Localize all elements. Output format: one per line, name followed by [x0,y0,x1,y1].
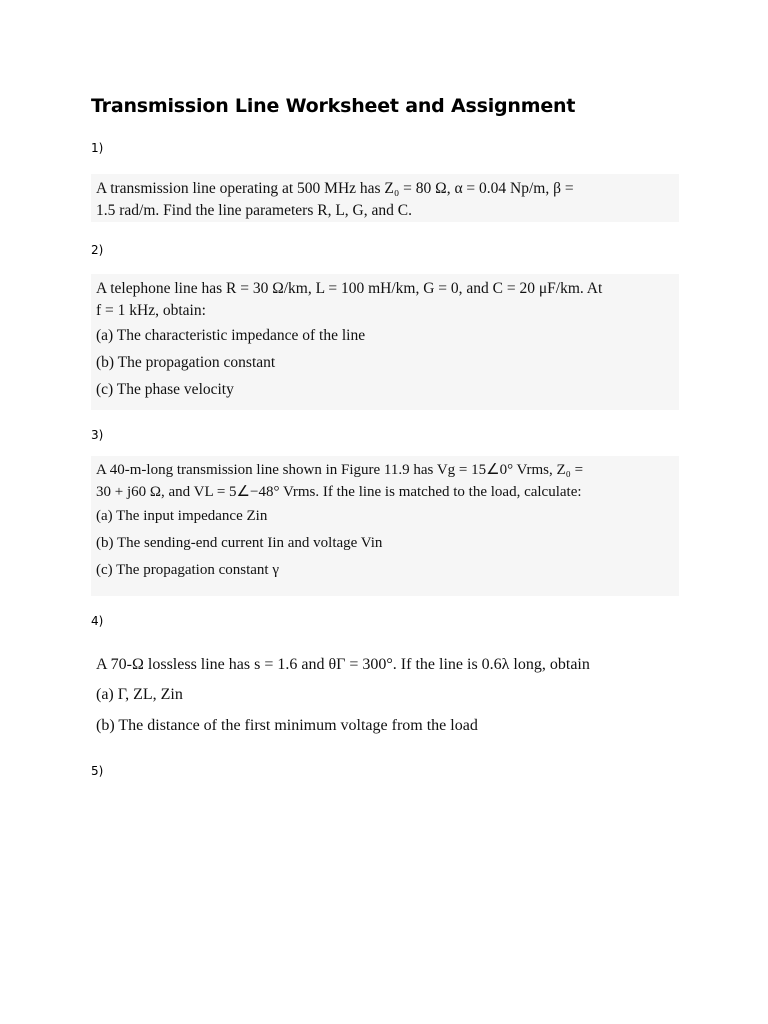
question-item: (b) The sending-end current Iin and voltage Vin [96,535,383,551]
question-item: (a) The input impedance Zin [96,508,268,524]
question-text-line: A 70-Ω lossless line has s = 1.6 and θΓ = 300°. If the line is 0.6λ long, obtain [96,656,590,673]
question-number: 2) [91,243,104,257]
question-number: 3) [91,428,104,442]
question-item: (a) The characteristic impedance of the line [96,327,366,344]
question-image-2 [91,274,679,410]
question-image-1 [91,174,679,222]
question-text-line: A telephone line has R = 30 Ω/km, L = 100 mH/km, G = 0, and C = 20 μF/km. At [96,280,603,297]
question-image-3 [91,456,679,596]
question-text-line: f = 1 kHz, obtain: [96,302,206,319]
question-number: 5) [91,764,104,778]
question-text-line: A 40-m-long transmission line shown in Figure 11.9 has Vg = 15∠0° Vrms, Z₀ = [96,462,584,478]
question-text-line: 30 + j60 Ω, and VL = 5∠−48° Vrms. If the line is matched to the load, calculate: [96,484,582,500]
question-image-4 [91,649,679,745]
question-item: (a) Γ, ZL, Zin [96,686,183,703]
question-item: (b) The distance of the first minimum voltage from the load [96,717,478,734]
question-item: (c) The propagation constant γ [96,562,279,578]
question-item: (c) The phase velocity [96,381,234,398]
page-title: Transmission Line Worksheet and Assignment [91,95,576,117]
question-text-line: A transmission line operating at 500 MHz has Z₀ = 80 Ω, α = 0.04 Np/m, β = [96,180,574,197]
question-text-line: 1.5 rad/m. Find the line parameters R, L, G, and C. [96,202,412,219]
question-number: 4) [91,614,104,628]
question-number: 1) [91,141,104,155]
question-item: (b) The propagation constant [96,354,276,371]
